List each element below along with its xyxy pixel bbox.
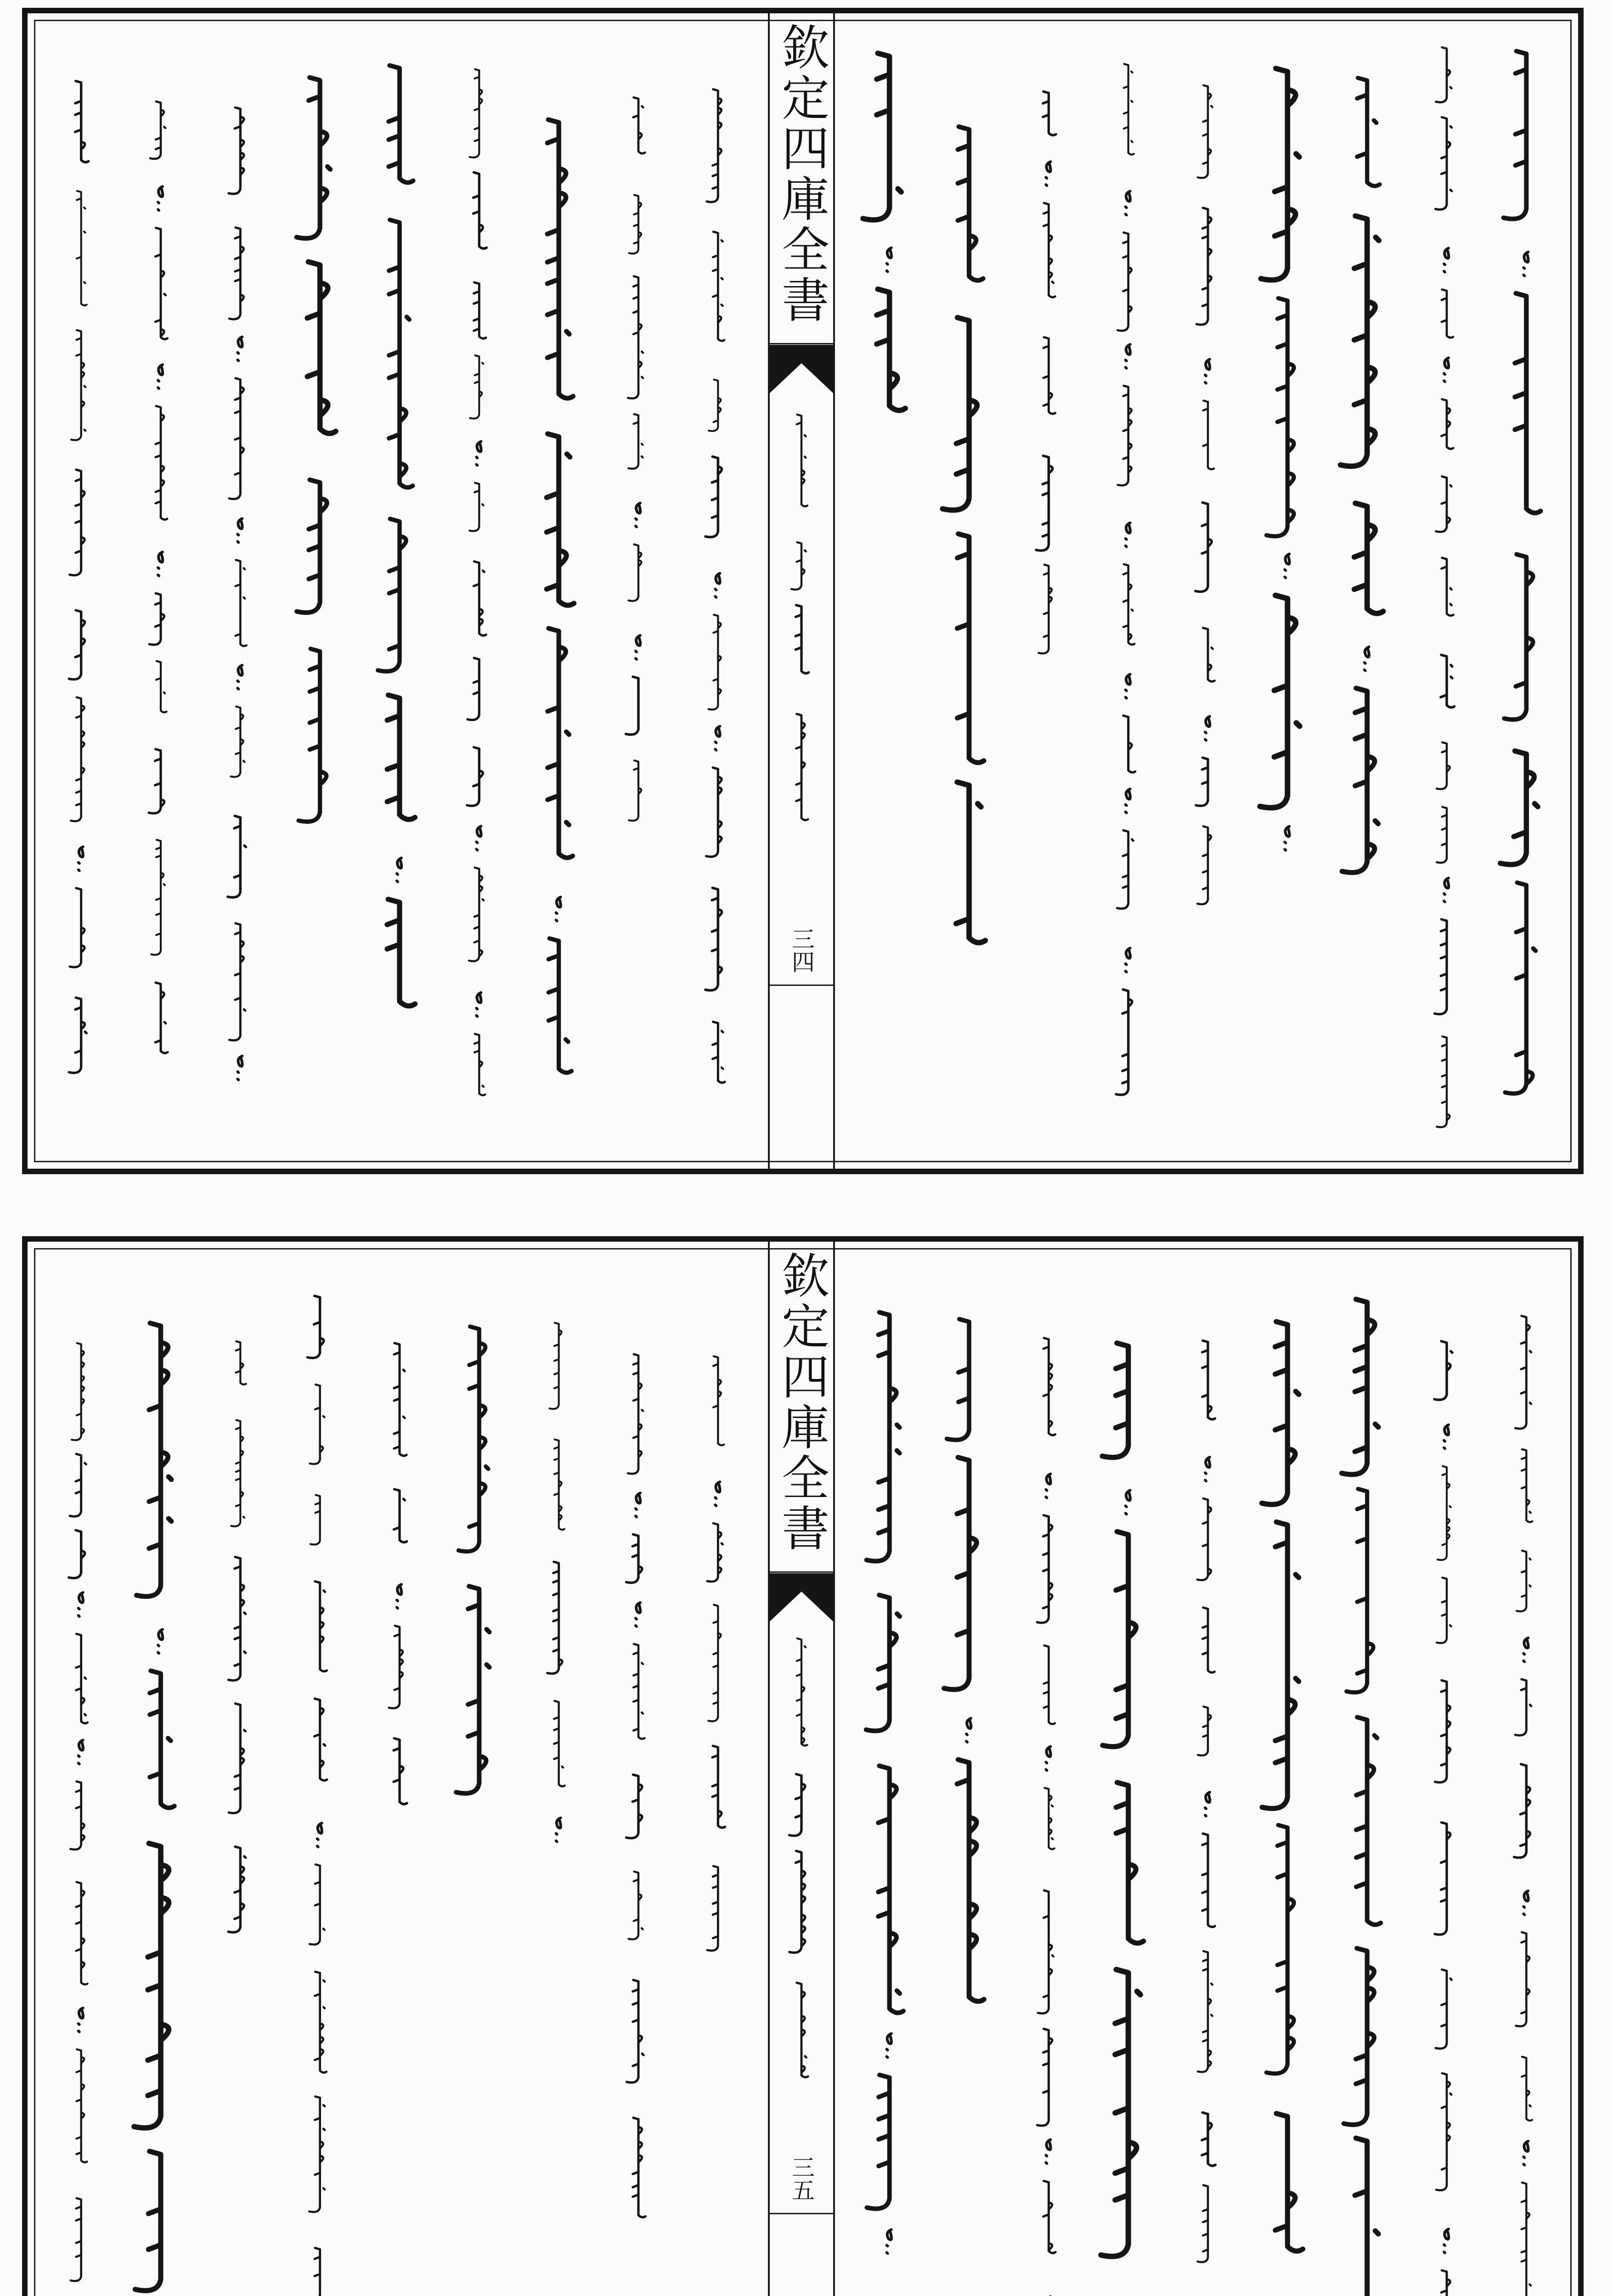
script-word [1437, 1578, 1451, 1643]
script-word [796, 714, 808, 820]
script-word [712, 1022, 725, 1083]
script-word [1043, 91, 1056, 135]
text-panel-left [41, 1255, 758, 2296]
script-word [1197, 2185, 1208, 2262]
script-word [1438, 1466, 1451, 1560]
script-word [150, 101, 165, 159]
script-word [707, 1866, 718, 1951]
script-word [1103, 1531, 1136, 1746]
script-punctuation [966, 1718, 971, 1742]
script-punctuation [1285, 827, 1289, 850]
script-word [554, 1440, 564, 1530]
script-word [626, 1775, 642, 1838]
script-word [1123, 564, 1134, 645]
script-word [1442, 289, 1453, 338]
script-word [1117, 830, 1133, 909]
script-word [378, 519, 406, 671]
script-word [863, 53, 901, 220]
script-word [866, 1595, 900, 1731]
script-word [469, 867, 484, 961]
script-word [797, 1638, 807, 1745]
script-word [947, 1319, 969, 1440]
script-word [134, 1843, 169, 2128]
script-word [1116, 990, 1132, 1095]
script-word [1266, 1825, 1294, 2073]
script-word [1435, 2270, 1450, 2296]
script-punctuation [1444, 878, 1449, 902]
script-word [155, 983, 168, 1053]
script-word [942, 318, 977, 510]
script-word [71, 1781, 85, 1849]
script-word [1341, 216, 1379, 466]
script-punctuation [1126, 789, 1130, 813]
script-word [1437, 743, 1450, 789]
script-word [236, 1341, 246, 1384]
script-punctuation [636, 1603, 640, 1626]
script-word [707, 89, 722, 202]
script-word [628, 544, 641, 601]
script-word [1202, 2112, 1216, 2166]
script-word [1436, 477, 1451, 532]
script-word [1198, 1706, 1211, 1755]
script-punctuation [79, 2008, 83, 2032]
script-word [71, 2198, 81, 2281]
script-word [394, 1343, 406, 1456]
script-word [156, 661, 167, 713]
script-word [309, 2248, 320, 2296]
script-word [151, 840, 165, 955]
script-word [549, 1323, 561, 1409]
script-punctuation [237, 337, 242, 361]
script-punctuation [1444, 2229, 1449, 2253]
script-word [547, 628, 573, 858]
script-punctuation [636, 1493, 640, 1517]
script-punctuation [397, 858, 401, 882]
script-punctuation [1046, 162, 1050, 186]
script-word [705, 888, 722, 990]
script-punctuation [317, 1823, 322, 1847]
script-word [1202, 1834, 1215, 1927]
script-word [1436, 2073, 1451, 2190]
script-word [1124, 64, 1134, 154]
script-word [1043, 2181, 1055, 2253]
leaf-number: 三四 [788, 927, 815, 973]
center-strip [768, 1242, 835, 2296]
script-word [456, 1586, 490, 1793]
script-word [1517, 1551, 1531, 1611]
script-word [1357, 78, 1380, 186]
script-word [1515, 293, 1540, 513]
script-word [310, 1384, 325, 1464]
script-word [1342, 1299, 1378, 1474]
script-word [314, 1699, 327, 1780]
script-punctuation [1523, 2141, 1528, 2165]
script-word [1198, 85, 1213, 178]
script-punctuation [715, 1482, 720, 1506]
script-punctuation [397, 1584, 401, 1608]
script-word [1522, 1449, 1532, 1522]
script-word [69, 1530, 85, 1578]
script-word [1203, 400, 1214, 469]
script-word [1037, 2029, 1052, 2126]
script-punctuation [1205, 359, 1210, 383]
script-word [633, 2118, 645, 2217]
script-word [469, 483, 483, 531]
script-punctuation [237, 518, 242, 542]
script-word [1434, 1341, 1452, 1400]
script-word [547, 434, 574, 606]
script-word [70, 470, 85, 575]
script-word [229, 227, 243, 319]
script-word [1038, 565, 1052, 653]
script-word [633, 1644, 644, 1739]
script-word [468, 658, 479, 720]
script-punctuation [1126, 948, 1130, 972]
script-punctuation [1046, 2139, 1050, 2163]
text-panel-left [41, 27, 758, 1148]
script-word [69, 610, 85, 680]
script-word [628, 276, 643, 399]
book-leaf-upper [22, 8, 1584, 1174]
script-word [547, 119, 573, 398]
script-punctuation [556, 1818, 561, 1842]
script-punctuation [1046, 1746, 1050, 1770]
book-leaf-lower [22, 1236, 1584, 2296]
script-word [878, 1766, 903, 2013]
script-word [796, 1983, 808, 2077]
script-word [70, 888, 85, 967]
script-word [458, 1327, 488, 1552]
script-punctuation [636, 503, 640, 527]
script-word [315, 1972, 326, 2073]
script-word [957, 534, 984, 763]
script-punctuation [1205, 1792, 1210, 1816]
script-word [1504, 51, 1527, 219]
script-punctuation [715, 726, 720, 750]
script-punctuation [1126, 191, 1130, 215]
script-word [1505, 883, 1536, 1093]
script-word [387, 695, 415, 820]
script-word [1515, 1679, 1531, 1735]
script-word [229, 923, 245, 1041]
script-punctuation [1365, 647, 1369, 671]
script-word [315, 1581, 327, 1671]
script-punctuation [476, 441, 481, 465]
script-word [474, 282, 486, 338]
script-word [155, 228, 167, 339]
script-word [1435, 1823, 1450, 1935]
book-title: 欽定四庫全書 [773, 23, 829, 326]
script-word [629, 195, 641, 253]
script-word [627, 1980, 644, 2082]
script-word [1123, 715, 1135, 772]
script-word [228, 1846, 246, 1932]
script-punctuation [1126, 344, 1130, 368]
script-word [76, 2049, 87, 2162]
script-word [77, 191, 87, 305]
strip-rule [770, 1571, 833, 1573]
script-punctuation [237, 665, 242, 689]
script-word [708, 1605, 721, 1722]
script-word [1275, 2113, 1303, 2251]
script-word [797, 415, 807, 506]
script-punctuation [79, 1593, 83, 1616]
script-word [136, 1323, 171, 1596]
script-word [389, 1626, 403, 1708]
script-word [1436, 47, 1451, 102]
script-word [1437, 1036, 1449, 1127]
strip-rule [770, 343, 833, 344]
script-word [470, 69, 482, 158]
script-punctuation [476, 993, 481, 1017]
script-word [957, 1760, 984, 2001]
script-word [1261, 68, 1299, 280]
script-word [149, 593, 164, 645]
script-punctuation [1046, 1474, 1050, 1498]
script-word [1196, 502, 1212, 591]
script-word [958, 127, 983, 281]
script-word [310, 1864, 324, 1944]
script-punctuation [1444, 1425, 1449, 1449]
script-word [1522, 2057, 1532, 2121]
script-punctuation [158, 552, 163, 576]
script-word [629, 760, 641, 821]
script-punctuation [1126, 674, 1130, 698]
fishtail-mark [770, 345, 833, 395]
script-punctuation [1523, 252, 1528, 276]
script-word [389, 220, 413, 488]
script-word [1435, 1680, 1450, 1782]
script-punctuation [556, 897, 561, 921]
script-word [795, 605, 808, 674]
script-punctuation [79, 847, 83, 871]
script-word [1435, 117, 1452, 209]
script-word [1198, 1951, 1213, 2072]
script-word [69, 998, 86, 1073]
script-punctuation [887, 2229, 891, 2253]
script-word [791, 542, 806, 590]
script-word [389, 66, 413, 183]
script-word [628, 1354, 643, 1474]
script-word [72, 1343, 84, 1440]
script-word [789, 1774, 805, 1835]
script-word [712, 1746, 725, 1828]
script-word [867, 1312, 900, 1561]
script-word [1522, 2183, 1533, 2296]
script-word [877, 289, 905, 411]
script-word [547, 1562, 563, 1674]
fishtail-mark [770, 1573, 833, 1624]
script-word [548, 939, 571, 1073]
script-word [1344, 1948, 1374, 2125]
script-word [1356, 1717, 1381, 1925]
script-word [790, 1851, 805, 1953]
script-word [1262, 1522, 1299, 1808]
script-word [1202, 1340, 1215, 1419]
script-punctuation [715, 574, 720, 597]
script-word [1266, 298, 1294, 536]
script-word [1196, 758, 1208, 806]
script-word [1044, 1788, 1055, 1849]
script-punctuation [887, 248, 891, 272]
script-word [228, 1557, 245, 1680]
script-punctuation [1444, 248, 1449, 272]
leaf-number: 三五 [788, 2155, 815, 2201]
script-punctuation [476, 826, 481, 850]
strip-rule [770, 985, 833, 986]
script-word [956, 782, 985, 943]
script-punctuation [1444, 358, 1449, 382]
script-word [1118, 386, 1132, 485]
script-word [1044, 1645, 1055, 1724]
script-word [150, 1671, 175, 1808]
script-word [1102, 1343, 1128, 1458]
script-word [229, 107, 244, 194]
script-word [1260, 595, 1299, 808]
script-punctuation [1126, 523, 1130, 547]
script-word [633, 97, 645, 153]
script-word [70, 1454, 86, 1516]
script-punctuation [1205, 716, 1210, 740]
script-word [1197, 1498, 1211, 1580]
script-word [297, 480, 327, 613]
script-word [1116, 1783, 1144, 1943]
script-word [474, 562, 486, 636]
script-word [71, 697, 84, 821]
script-punctuation [158, 186, 163, 210]
script-punctuation [237, 1056, 242, 1080]
script-word [713, 1356, 724, 1445]
script-word [554, 1701, 564, 1786]
script-word [1515, 1316, 1531, 1429]
script-word [626, 1534, 642, 1582]
script-word [1036, 456, 1053, 550]
script-word [1262, 1322, 1298, 1504]
script-word [307, 262, 336, 433]
script-word [1500, 751, 1538, 864]
script-word [135, 2151, 161, 2290]
script-word [1037, 1515, 1052, 1623]
script-word [473, 172, 486, 248]
script-word [75, 81, 89, 162]
script-word [228, 816, 246, 897]
script-word [1043, 337, 1055, 414]
script-word [628, 1872, 643, 1939]
script-word [1117, 232, 1131, 331]
script-word [149, 749, 164, 813]
script-word [474, 1034, 485, 1096]
script-punctuation [79, 1740, 83, 1764]
script-word [467, 747, 483, 806]
script-word [470, 355, 483, 419]
script-word [1437, 807, 1447, 863]
script-word [1202, 1608, 1214, 1673]
script-word [1043, 1338, 1055, 1435]
script-punctuation [1126, 1490, 1130, 1514]
script-word [708, 615, 721, 710]
script-word [394, 1738, 407, 1804]
script-word [236, 560, 247, 646]
script-word [1436, 1970, 1452, 2048]
script-word [76, 1882, 88, 1985]
script-word [71, 330, 85, 440]
script-punctuation [1523, 1638, 1528, 1662]
script-word [309, 2096, 325, 2212]
script-word [231, 707, 244, 777]
script-word [709, 380, 721, 431]
script-word [1347, 1489, 1374, 1692]
script-word [76, 1634, 87, 1723]
script-punctuation [158, 1629, 163, 1653]
script-punctuation [636, 636, 640, 659]
script-punctuation [887, 2034, 891, 2058]
script-word [297, 78, 331, 238]
script-word [1434, 919, 1447, 1014]
script-word [394, 1489, 406, 1542]
script-word [628, 414, 643, 469]
script-word [626, 677, 638, 735]
script-word [229, 1704, 245, 1813]
script-punctuation [1285, 554, 1289, 578]
script-word [1197, 826, 1211, 904]
strip-script [770, 404, 833, 918]
strip-rule [770, 2213, 833, 2214]
script-punctuation [158, 365, 163, 388]
script-word [1196, 208, 1211, 325]
script-word [299, 649, 327, 822]
strip-script [770, 1632, 833, 2146]
script-punctuation [1523, 1891, 1528, 1915]
script-word [1441, 558, 1453, 616]
script-word [1355, 2138, 1382, 2296]
script-word [1101, 1970, 1140, 2257]
script-word [1342, 688, 1378, 873]
script-word [713, 232, 724, 341]
script-word [706, 768, 722, 857]
script-word [1038, 1891, 1054, 2014]
script-punctuation [1205, 1457, 1210, 1481]
script-word [1441, 399, 1453, 449]
script-word [867, 2075, 889, 2209]
script-word [156, 406, 167, 519]
script-word [307, 1296, 323, 1358]
center-strip [768, 13, 835, 1169]
book-title: 欽定四庫全書 [773, 1251, 829, 1554]
script-word [1043, 203, 1055, 297]
script-word [1504, 554, 1533, 720]
script-word [1514, 1764, 1530, 1858]
script-word [229, 378, 244, 499]
text-panel-right [850, 27, 1566, 1148]
script-word [231, 1420, 244, 1526]
script-word [944, 1458, 977, 1690]
script-word [1203, 628, 1214, 681]
script-word [1441, 655, 1455, 707]
script-word [1354, 503, 1383, 613]
text-panel-right [850, 1255, 1566, 2296]
script-word [707, 1523, 723, 1581]
script-word [310, 1495, 320, 1545]
script-word [705, 456, 722, 537]
script-word [387, 899, 415, 1006]
script-word [1516, 1932, 1529, 2026]
